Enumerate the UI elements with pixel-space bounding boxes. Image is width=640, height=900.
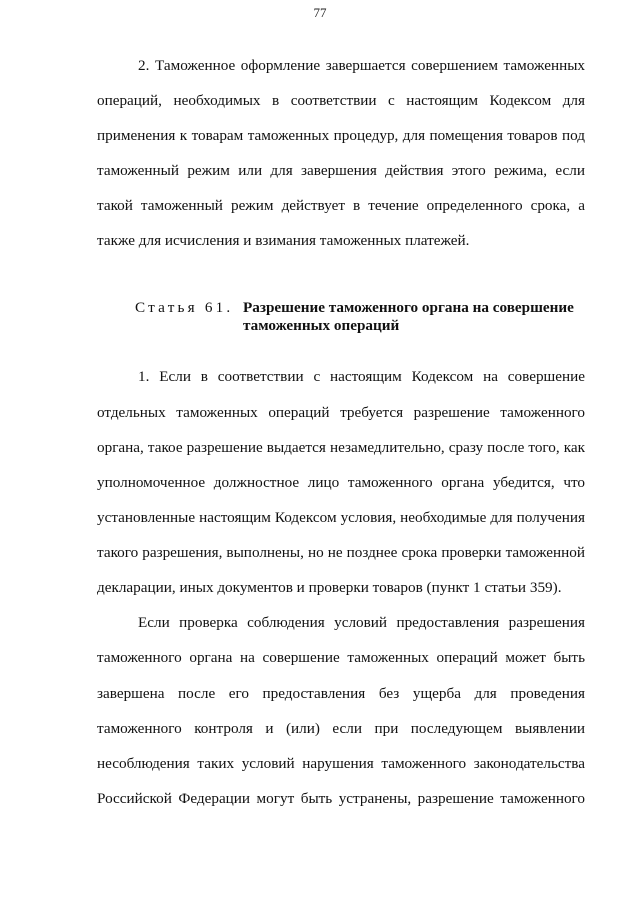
- paragraph-line: такого разрешения, выполнены, но не позднее срока проверки таможенной: [97, 544, 585, 561]
- page-number: 77: [313, 5, 327, 20]
- paragraph-line: декларации, иных документов и проверки товаров (пункт 1 статьи 359).: [97, 579, 562, 596]
- paragraph-line: применения к товарам таможенных процедур, для помещения товаров под: [97, 127, 585, 144]
- paragraph-line: несоблюдения таких условий нарушения таможенного законодательства: [97, 755, 585, 772]
- paragraph-line: 1. Если в соответствии с настоящим Кодексом на совершение: [138, 368, 585, 385]
- paragraph-line: уполномоченное должностное лицо таможенного органа убедится, что: [97, 474, 585, 491]
- paragraph-line: такой таможенный режим действует в течение определенного срока, а: [97, 197, 585, 214]
- paragraph-line: таможенного органа на совершение таможенных операций может быть: [97, 649, 585, 666]
- paragraph-line: отдельных таможенных операций требуется разрешение таможенного: [97, 404, 585, 421]
- paragraph-line: Если проверка соблюдения условий предоставления разрешения: [138, 614, 585, 631]
- paragraph-line: завершена после его предоставления без ущерба для проведения: [97, 685, 585, 702]
- paragraph-line: таможенный режим или для завершения действия этого режима, если: [97, 162, 585, 179]
- paragraph-line: установленные настоящим Кодексом условия, необходимые для получения: [97, 509, 585, 526]
- article-title-line: таможенных операций: [243, 317, 400, 334]
- paragraph-line: Российской Федерации могут быть устранены, разрешение таможенного: [97, 790, 585, 807]
- article-number: Статья 61.: [135, 299, 234, 316]
- paragraph-line: таможенного контроля и (или) если при последующем выявлении: [97, 720, 585, 737]
- paragraph-line: также для исчисления и взимания таможенных платежей.: [97, 232, 470, 249]
- article-title-line: Разрешение таможенного органа на совершение: [243, 299, 574, 316]
- paragraph-line: операций, необходимых в соответствии с настоящим Кодексом для: [97, 92, 585, 109]
- paragraph-line: 2. Таможенное оформление завершается совершением таможенных: [138, 57, 585, 74]
- paragraph-line: органа, такое разрешение выдается незамедлительно, сразу после того, как: [97, 439, 585, 456]
